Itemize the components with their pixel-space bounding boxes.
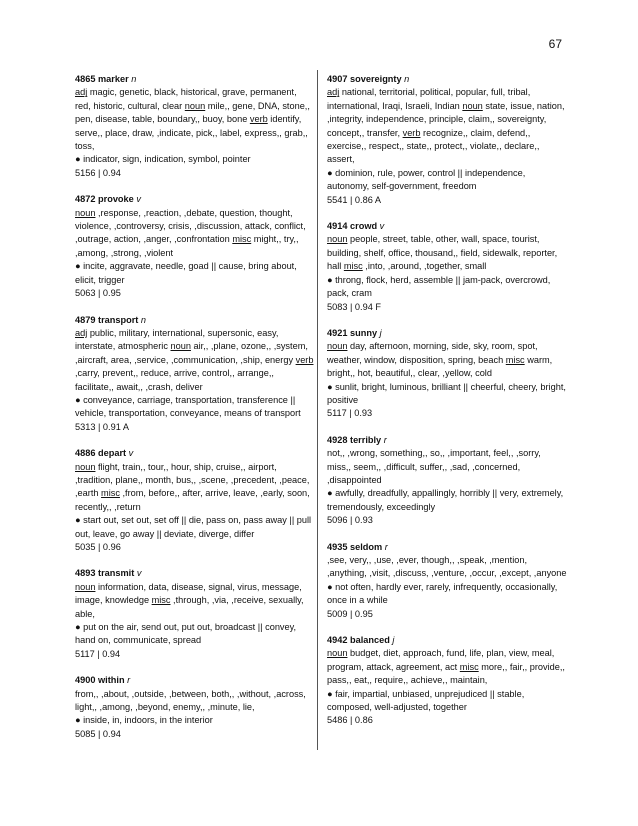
entry-word: within	[98, 675, 125, 686]
dictionary-entry	[327, 541, 567, 621]
synonyms: ● dominion, rule, power, control || independence, autonomy, self-government, freedom	[327, 167, 526, 192]
entry-headword	[75, 314, 315, 327]
dictionary-entry	[75, 73, 315, 180]
entry-headword	[327, 434, 567, 447]
entry-pos: r	[383, 434, 387, 445]
frequency-stats: 5035 | 0.96	[75, 542, 121, 552]
collocation-tag: misc	[459, 661, 479, 672]
collocation-text: ,from, before,, after, arrive, leave, ,early, soon, recently,, ,return	[75, 488, 310, 512]
collocation-tag: misc	[151, 595, 171, 606]
collocation-tag: noun	[170, 341, 191, 352]
collocation-text: day, afternoon, morning, side, sky, room, spot, weather, window, disposition, spring, beach	[327, 341, 538, 365]
dictionary-entry	[75, 193, 315, 300]
entry-word: balanced	[350, 635, 390, 646]
column-divider	[317, 70, 318, 750]
collocation-text: ,carry, prevent,, reduce, arrive, control,, arrange,, facilitate,, await,, ,crash, deliver	[75, 368, 274, 392]
collocations	[327, 340, 567, 380]
entry-pos: n	[404, 74, 410, 84]
entry-rank: 4914	[327, 221, 348, 232]
dictionary-entry	[327, 327, 567, 421]
frequency-stats: 5117 | 0.93	[327, 408, 373, 419]
collocation-tag: noun	[184, 100, 206, 111]
collocations	[327, 447, 567, 487]
entry-word: seldom	[350, 541, 383, 552]
collocations	[327, 554, 567, 581]
entry-rank: 4900	[75, 675, 96, 686]
frequency-stats: 5085 | 0.94	[75, 728, 121, 739]
collocation-tag: noun	[462, 100, 483, 111]
frequency-stats: 5096 | 0.93	[327, 515, 373, 526]
entry-rank: 4893	[75, 568, 96, 579]
collocation-text: budget, diet, approach, fund, life, plan, view, meal, program, attack, agreement, act	[327, 648, 555, 672]
collocation-tag: noun	[75, 581, 96, 592]
synonyms: ● put on the air, send out, put out, broadcast || convey, hand on, communicate, spread	[75, 622, 297, 646]
dictionary-entry	[327, 634, 567, 728]
collocation-tag: noun	[75, 207, 96, 218]
collocation-text: public, military, international, supersonic, easy, interstate, atmospheric	[75, 327, 279, 352]
collocation-tag: misc	[101, 488, 120, 499]
collocations	[327, 647, 567, 687]
entry-rank: 4942	[327, 635, 348, 646]
frequency-stats: 5083 | 0.94 F	[327, 301, 381, 312]
entry-headword	[327, 634, 567, 647]
collocation-text: flight, train,, tour,, hour, ship, cruise,, airport, ,tradition, plane,, month, bus,, ,scene, ,precedent, ,peace, ,earth	[75, 461, 310, 499]
collocation-text: national, territorial, political, popular, full, tribal, international, Iraqi, Israeli, Indian	[327, 87, 531, 111]
collocation-text: air,, ,plane, ozone,, ,system, ,aircraft, area, ,service, ,communication, ,ship, energy	[75, 341, 308, 365]
entry-headword	[327, 73, 567, 86]
frequency-stats: 5313 | 0.91 A	[75, 421, 129, 432]
collocation-tag: misc	[505, 354, 525, 365]
collocation-text: information, data, disease, signal, virus, message, image, knowledge	[75, 581, 302, 606]
collocation-text: people, street, table, other, wall, space, tourist, building, shelf, office, thousand,, field, sidewalk, reporter, hall	[327, 234, 558, 272]
entry-rank: 4872	[75, 194, 96, 205]
collocation-tag: adj	[75, 87, 88, 98]
collocation-tag: noun	[75, 461, 96, 472]
entry-pos: r	[384, 541, 388, 552]
entry-word: transmit	[98, 568, 135, 579]
collocation-tag: verb	[249, 114, 268, 125]
collocation-tag: verb	[402, 127, 421, 138]
synonyms: ● fair, impartial, unbiased, unprejudiced || stable, composed, well-adjusted, together	[327, 688, 525, 713]
dictionary-entry	[75, 674, 315, 741]
entry-headword	[75, 73, 315, 86]
collocation-tag: verb	[295, 354, 314, 365]
collocation-text: identify, serve,, place, draw, ,indicate, pick,, label, express,, grab,, toss,	[75, 114, 308, 152]
entry-word: depart	[98, 448, 127, 459]
page-number: 67	[548, 37, 562, 51]
dictionary-entry	[75, 567, 315, 661]
synonyms: ● incite, aggravate, needle, goad || cause, bring about, elicit, trigger	[75, 261, 297, 285]
collocations	[75, 86, 315, 153]
dictionary-entry	[327, 434, 567, 528]
collocation-tag: misc	[343, 261, 363, 272]
entry-rank: 4921	[327, 327, 348, 338]
collocation-text: ,response, ,reaction, ,debate, question, thought, violence, ,controversy, crisis, ,discussion, attack, conflict, ,outrage, action, ,anger, ,confrontation	[75, 207, 306, 245]
entry-pos: j	[392, 635, 395, 646]
entry-word: crowd	[350, 221, 378, 232]
collocation-tag: adj	[327, 87, 340, 98]
collocation-tag: adj	[75, 327, 88, 338]
collocation-text: recognize,, claim, defend,, exercise,, respect,, state,, protect,, violate,, declare,, assert,	[327, 127, 540, 165]
entry-pos: r	[127, 675, 131, 686]
frequency-stats: 5117 | 0.94	[75, 648, 121, 659]
entry-rank: 4935	[327, 541, 348, 552]
collocation-text: might,, try,, ,among, ,strong, ,violent	[75, 234, 299, 258]
collocation-text: magic, genetic, black, historical, grave, permanent, red, historic, cultural, clear	[75, 87, 297, 111]
entry-headword	[75, 567, 315, 580]
right-column	[327, 73, 567, 741]
collocations	[75, 207, 315, 261]
synonyms: ● inside, in, indoors, in the interior	[75, 715, 213, 726]
synonyms: ● conveyance, carriage, transportation, transference || vehicle, transportation, conveyance, means of transport	[75, 394, 301, 419]
entry-pos: v	[379, 221, 385, 232]
entry-pos: n	[140, 314, 147, 325]
entry-word: marker	[98, 74, 129, 84]
frequency-stats: 5009 | 0.95	[327, 608, 373, 619]
collocations	[75, 581, 315, 621]
entry-rank: 4886	[75, 448, 96, 459]
entry-headword	[327, 541, 567, 554]
entry-pos: j	[379, 327, 382, 338]
collocation-text: mile,, gene, DNA, stone,, pen, disease, table, boundary,, buoy, bone	[75, 100, 310, 125]
entry-word: transport	[98, 314, 139, 325]
collocation-tag: misc	[232, 234, 252, 245]
collocations	[327, 86, 567, 166]
collocations	[75, 327, 315, 394]
entry-word: sunny	[350, 327, 378, 338]
entry-headword	[75, 674, 315, 687]
dictionary-entry	[327, 73, 567, 207]
synonyms: ● awfully, dreadfully, appallingly, horribly || very, extremely, tremendously, exceedingly	[327, 488, 564, 512]
synonyms: ● start out, set out, set off || die, pass on, pass away || pull out, leave, go away || deviate, diverge, differ	[75, 515, 312, 539]
collocation-tag: noun	[327, 648, 348, 659]
collocation-text: more,, fair,, provide,, pass,, eat,, require,, achieve,, maintain,	[327, 661, 565, 686]
frequency-stats: 5486 | 0.86	[327, 715, 373, 726]
entry-rank: 4879	[75, 314, 96, 325]
dictionary-entry	[75, 314, 315, 435]
synonyms: ● sunlit, bright, luminous, brilliant || cheerful, cheery, bright, positive	[327, 381, 566, 405]
synonyms: ● indicator, sign, indication, symbol, pointer	[75, 154, 251, 165]
entry-headword	[327, 327, 567, 340]
collocation-tag: noun	[327, 234, 348, 245]
entry-word: sovereignty	[350, 74, 402, 84]
entry-word: terribly	[350, 434, 382, 445]
left-column	[75, 73, 315, 754]
entry-rank: 4928	[327, 434, 348, 445]
synonyms: ● throng, flock, herd, assemble || jam-pack, overcrowd, pack, cram	[327, 274, 551, 299]
entry-pos: v	[136, 194, 141, 205]
collocation-text: ,into, ,around, ,together, small	[362, 261, 487, 272]
entry-rank: 4865	[75, 74, 96, 84]
collocation-text: ,see, very,, ,use, ,ever, though,, ,speak, ,mention, ,anything, ,visit, ,discuss, ,venture, ,occur, ,except, ,anyone	[327, 555, 567, 579]
collocation-text: from,, ,about, ,outside, ,between, both,, ,without, ,across, light,, ,among, ,beyond, enemy,, ,minute, lie,	[75, 688, 306, 713]
entry-word: provoke	[98, 194, 134, 205]
collocations	[327, 233, 567, 273]
entry-headword	[327, 220, 567, 233]
collocation-text: not,, ,wrong, something,, so,, ,important, feel,, ,sorry, miss,, seem,, ,difficult, suffer,, ,sad, ,concerned, ,disappointed	[327, 448, 541, 485]
entry-pos: n	[131, 74, 137, 84]
dictionary-entry	[327, 220, 567, 314]
entry-headword	[75, 447, 315, 460]
entry-pos: v	[128, 448, 134, 459]
frequency-stats: 5063 | 0.95	[75, 288, 121, 299]
frequency-stats: 5156 | 0.94	[75, 167, 121, 178]
entry-headword	[75, 193, 315, 206]
collocation-tag: noun	[327, 341, 348, 352]
entry-rank: 4907	[327, 74, 348, 84]
synonyms: ● not often, hardly ever, rarely, infrequently, occasionally, once in a while	[327, 581, 558, 606]
entry-pos: v	[136, 568, 142, 579]
collocations	[75, 688, 315, 715]
collocations	[75, 461, 315, 515]
frequency-stats: 5541 | 0.86 A	[327, 194, 381, 205]
collocation-text: warm, bright,, hot, beautiful,, clear, ,yellow, cold	[327, 354, 553, 379]
collocation-text: ,through, ,via, ,receive, sexually, able,	[75, 595, 304, 619]
collocation-text: state, issue, nation, ,integrity, independence, principle, claim,, sovereignty, concept,, transfer,	[327, 100, 565, 138]
dictionary-entry	[75, 447, 315, 554]
